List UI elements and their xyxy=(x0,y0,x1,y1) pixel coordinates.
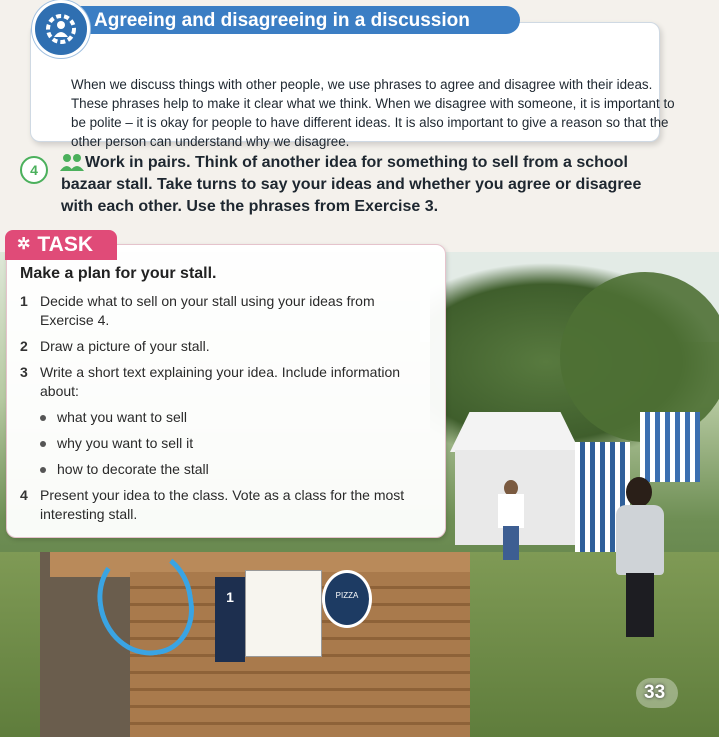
task-heading: Make a plan for your stall. xyxy=(20,265,217,282)
task-item-number: 2 xyxy=(20,338,28,354)
info-header xyxy=(50,6,520,34)
task-tab-label: TASK xyxy=(37,233,94,256)
pizza-sign-label: PIZZA xyxy=(335,591,359,600)
task-item-text: Present your idea to the class. Vote as a class for the most interesting stall. xyxy=(40,487,405,522)
striped-hut xyxy=(640,412,700,482)
task-item-number: 3 xyxy=(20,364,28,380)
task-bullet: why you want to sell it xyxy=(20,434,430,453)
task-item xyxy=(20,363,430,401)
gear-people-icon xyxy=(32,0,90,58)
task-gear-icon: ✲ xyxy=(17,236,31,253)
page-number: 33 xyxy=(644,682,666,703)
task-item xyxy=(20,337,430,356)
task-bullet: what you want to sell xyxy=(20,408,430,427)
task-list xyxy=(20,292,430,531)
menu-board xyxy=(245,570,322,657)
exercise-text: Work in pairs. Think of another idea for something to sell from a school bazaar stall. Take turns to say your ideas and whether you agree or disagree with each other. Use the phrases from Exercise 3. xyxy=(61,154,642,215)
pair-work-icon xyxy=(60,153,84,173)
task-item-text: Draw a picture of your stall. xyxy=(40,338,210,354)
info-box xyxy=(30,22,675,149)
stall-sign-board xyxy=(215,577,245,662)
info-title: Agreeing and disagreeing in a discussion xyxy=(94,10,470,31)
task-item-text: Write a short text explaining your idea. Include information about: xyxy=(40,364,401,399)
stall-visitor xyxy=(498,480,524,560)
info-text: When we discuss things with other people, we use phrases to agree and disagree with their ideas. These phrases help to make it clear what we think. When we disagree with someone, it is important to be polite – it is okay for people to have different ideas. It is also important to give a reason so that the other person can understand why we disagree. xyxy=(71,77,675,149)
exercise-number: 4 xyxy=(20,156,48,184)
task-item-text: Decide what to sell on your stall using your ideas from Exercise 4. xyxy=(40,293,375,328)
pizza-sign xyxy=(322,570,372,628)
task-item xyxy=(20,292,430,330)
woman-standing xyxy=(612,477,668,637)
task-bullet: how to decorate the stall xyxy=(20,460,430,479)
white-tent-roof xyxy=(450,412,580,452)
task-item xyxy=(20,486,430,524)
task-tab xyxy=(5,230,117,260)
task-item-number: 4 xyxy=(20,487,28,503)
stall-sign-number: 1 xyxy=(226,589,234,605)
task-item-number: 1 xyxy=(20,293,28,309)
